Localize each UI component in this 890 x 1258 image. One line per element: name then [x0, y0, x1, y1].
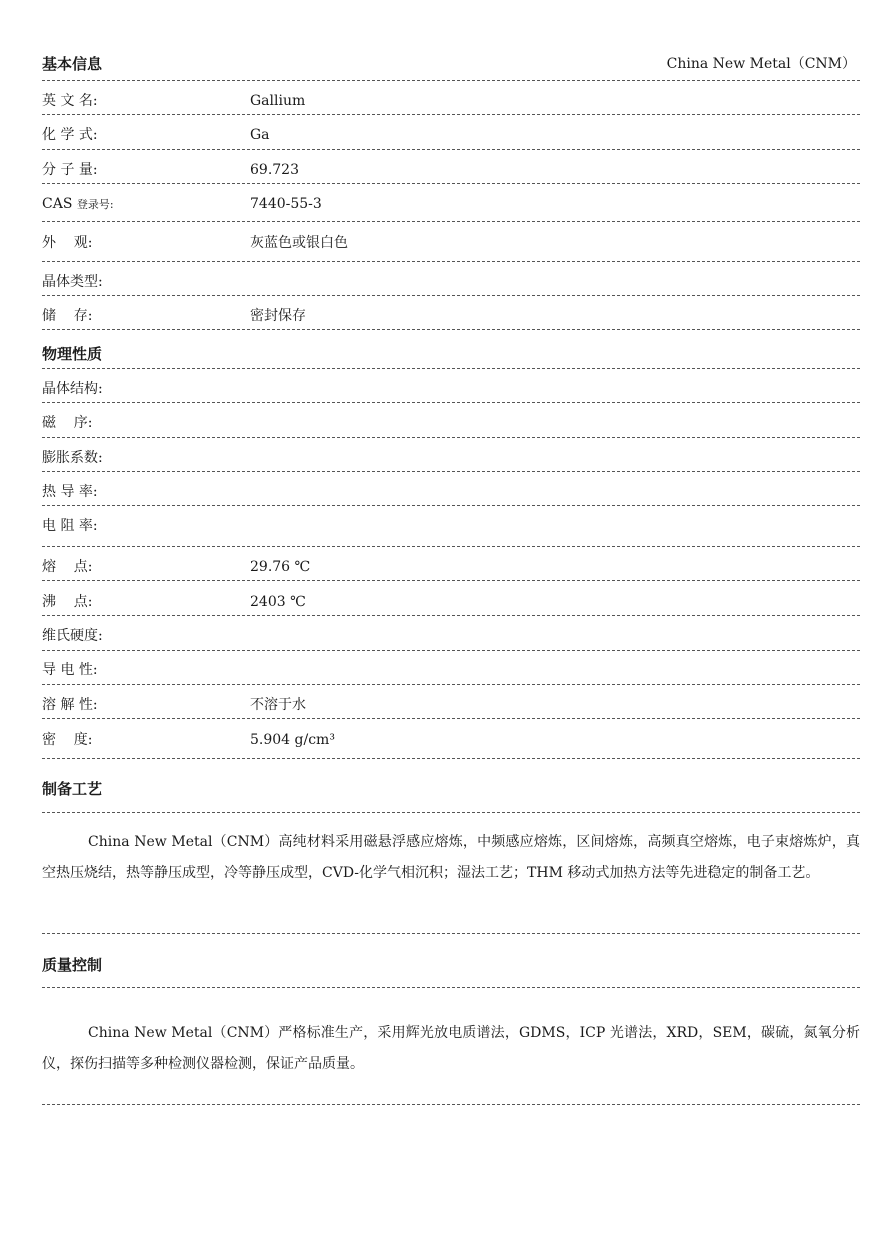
field-value: Gallium	[250, 93, 306, 109]
field-label: 热 导 率:	[42, 484, 98, 500]
field-label: 密 度:	[42, 732, 93, 748]
divider	[42, 437, 860, 438]
divider	[42, 402, 860, 403]
divider	[42, 114, 860, 115]
divider	[42, 261, 860, 262]
divider	[42, 812, 860, 813]
divider	[42, 684, 860, 685]
field-value: 密封保存	[250, 308, 306, 324]
process-paragraph: China New Metal（CNM）高纯材料采用磁悬浮感应熔炼，中频感应熔炼，区间熔炼，高频真空熔炼，电子束熔炼炉，真空热压烧结，热等静压成型，冷等静压成型，CVD-化学气相沉积；湿法工艺；THM 移动式加热方法等先进稳定的制备工艺。	[42, 834, 860, 881]
field-value: 灰蓝色或银白色	[250, 235, 348, 251]
divider	[42, 615, 860, 616]
field-label: 导 电 性:	[42, 662, 98, 678]
divider	[42, 80, 860, 81]
divider	[42, 758, 860, 759]
field-label: 化 学 式:	[42, 127, 98, 143]
field-label: 晶体结构:	[42, 381, 103, 397]
field-value: Ga	[250, 127, 270, 143]
field-value: 69.723	[250, 162, 299, 178]
divider	[42, 933, 860, 934]
divider	[42, 987, 860, 988]
divider	[42, 650, 860, 651]
field-value: 5.904 g/cm³	[250, 732, 335, 748]
divider	[42, 295, 860, 296]
divider	[42, 718, 860, 719]
section-title-physical: 物理性质	[42, 345, 103, 363]
field-value: 不溶于水	[250, 697, 306, 713]
field-label: 膨胀系数:	[42, 450, 103, 466]
company-name: China New Metal（CNM）	[666, 56, 856, 72]
field-value: 7440-55-3	[250, 196, 322, 212]
divider	[42, 1104, 860, 1105]
divider	[42, 505, 860, 506]
cas-label-small: 登录号:	[76, 198, 114, 211]
field-label: 英 文 名:	[42, 93, 98, 109]
field-label: 储 存:	[42, 308, 93, 324]
field-label: 外 观:	[42, 235, 93, 251]
divider	[42, 183, 860, 184]
divider	[42, 149, 860, 150]
divider	[42, 221, 860, 222]
field-label: 分 子 量:	[42, 162, 98, 178]
quality-paragraph: China New Metal（CNM）严格标准生产，采用辉光放电质谱法，GDMS，ICP 光谱法，XRD，SEM，碳硫，氮氧分析仪，探伤扫描等多种检测仪器检测，保证产品质量。	[42, 1025, 860, 1072]
section-title-process: 制备工艺	[42, 780, 103, 798]
field-value: 2403 ℃	[250, 594, 306, 610]
field-label: 溶 解 性:	[42, 697, 98, 713]
section-title-quality: 质量控制	[42, 956, 103, 974]
field-label: 磁 序:	[42, 415, 93, 431]
cas-label-main: CAS	[42, 196, 73, 212]
field-value: 29.76 ℃	[250, 559, 311, 575]
divider	[42, 471, 860, 472]
divider	[42, 368, 860, 369]
divider	[42, 329, 860, 330]
field-label	[42, 194, 114, 215]
field-label: 电 阻 率:	[42, 518, 98, 534]
field-label: 沸 点:	[42, 594, 93, 610]
divider	[42, 546, 860, 547]
section-title-basic-info: 基本信息	[42, 55, 103, 73]
divider	[42, 580, 860, 581]
field-label: 维氏硬度:	[42, 628, 103, 644]
field-label: 熔 点:	[42, 559, 93, 575]
field-label: 晶体类型:	[42, 274, 103, 290]
